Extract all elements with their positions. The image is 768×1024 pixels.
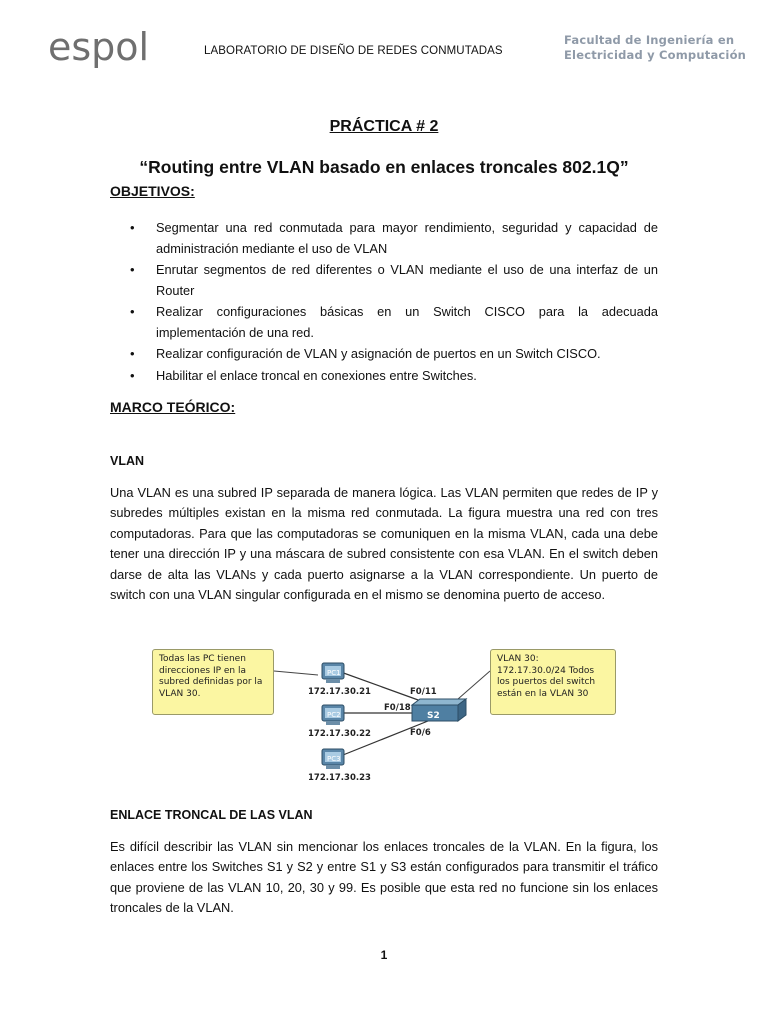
trunk-heading: ENLACE TRONCAL DE LAS VLAN [110, 808, 313, 822]
bullet: • [130, 220, 135, 235]
pc3-label: PC3 [327, 755, 341, 763]
objective-text: Segmentar una red conmutada para mayor rendimiento, seguridad y capacidad de administración mediante el uso de VLAN [156, 220, 658, 256]
pc2-ip: 172.17.30.22 [308, 729, 371, 739]
bullet: • [130, 346, 135, 361]
list-item [110, 218, 658, 259]
pc1-ip: 172.17.30.21 [308, 687, 371, 697]
switch-label: S2 [427, 711, 440, 721]
objective-text: Realizar configuraciones básicas en un Switch CISCO para la adecuada implementación de una red. [156, 304, 658, 340]
callout-right: VLAN 30: 172.17.30.0/24 Todos los puertos del switch están en la VLAN 30 [490, 649, 616, 715]
port-label: F0/18 [384, 703, 411, 713]
pc3-ip: 172.17.30.23 [308, 773, 371, 783]
list-item [110, 302, 658, 343]
espol-logo [48, 24, 168, 72]
practice-title: PRÁCTICA # 2 [329, 118, 439, 135]
bullet: • [130, 304, 135, 319]
callout-right-pointer [458, 671, 490, 699]
page-number: 1 [380, 948, 388, 962]
callout-left-pointer [274, 671, 318, 675]
link-pc3-s2 [338, 721, 428, 757]
trunk-paragraph: Es difícil describir las VLAN sin mencionar los enlaces troncales de la VLAN. En la figura, los enlaces entre los Switches S1 y S2 y entre S1 y S3 están configurados para transmitir el tráfico que proviene de las VLAN 10, 20, 30 y 99. Es posible que esta red no funcione sin los enlaces troncales de la VLAN. [110, 839, 658, 916]
list-item [110, 260, 658, 301]
objective-text: Enrutar segmentos de red diferentes o VLAN mediante el uso de una interfaz de un Router [156, 262, 658, 298]
vlan-heading: VLAN [110, 454, 145, 468]
faculty-name [564, 33, 746, 63]
port-label: F0/11 [410, 687, 437, 697]
objectives-list [110, 218, 658, 387]
callout-left: Todas las PC tienen direcciones IP en la subred definidas por la VLAN 30. [152, 649, 274, 715]
logo-text: espol [48, 25, 150, 69]
list-item [110, 366, 658, 387]
objective-text: Habilitar el enlace troncal en conexiones entre Switches. [156, 367, 477, 383]
header-title: LABORATORIO DE DISEÑO DE REDES CONMUTADAS [204, 45, 503, 57]
objective-text: Realizar configuración de VLAN y asignación de puertos en un Switch CISCO. [156, 346, 601, 361]
faculty-line-1: Facultad de Ingeniería en [564, 33, 735, 47]
list-item [110, 344, 658, 365]
vlan-paragraph: Una VLAN es una subred IP separada de manera lógica. Las VLAN permiten que redes de IP y subredes múltiples existan en la misma red conmutada. La figura muestra una red con tres computadoras. Para que las computadoras se comuniquen en la misma VLAN, cada una debe tener una dirección IP y una máscara de subred consistente con esa VLAN. En el switch deben darse de alta las VLANs y cada puerto asignarse a la VLAN correspondiente. Un puerto de switch con una VLAN singular configurada en el mismo se denomina puerto de acceso. [110, 485, 658, 603]
marco-teorico-heading: MARCO TEÓRICO: [110, 399, 236, 415]
objectives-heading: OBJETIVOS: [110, 183, 195, 199]
pc1-label: PC1 [327, 669, 341, 677]
port-label: F0/6 [410, 728, 431, 738]
faculty-line-2: Electricidad y Computación [564, 48, 747, 62]
pc2-label: PC2 [327, 711, 341, 719]
practice-subtitle: “Routing entre VLAN basado en enlaces troncales 802.1Q” [139, 157, 629, 177]
bullet: • [130, 367, 135, 383]
bullet: • [130, 262, 135, 277]
vlan-network-figure [146, 641, 616, 789]
